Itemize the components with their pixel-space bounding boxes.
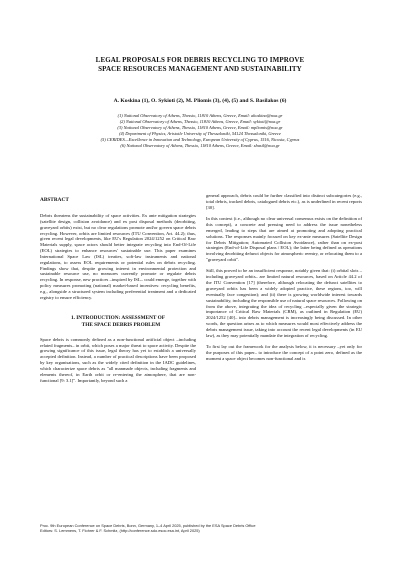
body-paragraph: general approach, debris could be further classified into distinct subcategories (e.g., total debris, tracked debris, catalogued debris etc.), as is underlined in recent reports [30]. (206, 193, 362, 210)
abstract-heading: ABSTRACT (40, 197, 69, 203)
section-heading (40, 315, 196, 329)
title-line: SPACE RESOURCES MANAGEMENT AND SUSTAINABILITY (98, 65, 302, 73)
body-paragraph: In this context (i.e., although no clear universal consensus exists on the definition of this concept), a concrete and pressing need to address the issue nonetheless emerged, leading to steps that are aimed at promoting and adopting practical solutions. The responses mainly focused on key ex-ante measures (Satellite Design for Debris Mitigation; Automated Collision Avoidance), rather than on ex-post strategies (End-of-Life Disposal plans / EOL); the latter being defined as operations involving deorbiting defunct objects for atmospheric reentry, or relocating them to a "graveyard orbit". (206, 216, 362, 263)
left-column (40, 197, 196, 388)
author-list: A. Koskina (1), O. Sykioti (2), M. Pliomis (3), (4), (5) and S. Basilakos (6) (113, 98, 287, 104)
section-heading-line: 1. INTRODUCTION: ASSESSMENT OF (70, 314, 166, 321)
affiliation: (1) National Observatory of Athens, Thessio, 11810 Athens, Greece, Email: akoskina@noa.gr (117, 113, 283, 118)
paper-title (40, 56, 360, 74)
body-paragraph: Still, this proved to be an insufficient response, notably given that: (i) orbital slots –including graveyard orbits– are limited natural resources, based on Article 44.2 of the ITU Convention [17] (therefore, although relocating the defunct satellites to graveyard orbits has been a widely adopted practice, these regions, too, will eventually face congestion); and (ii) there is growing worldwide interest towards sustainability, including the responsible use of natural space resources. Following on from the above, integrating the idea of recycling –especially given the strategic importance of Critical Raw Materials (CRM), as outlined in Regulation (EU) 2024/1252 [40]– into debris management is increasingly being discussed. In other words, the question arises as to which measures would most effectively address the debris management issue, taking into account the recent legal developments (in EU law), as they may potentially mandate the integration of recycling. (206, 268, 362, 338)
footer-line: Editors: S. Lemmens, T. Flohrer & F. Schmitz, (http://conference.sdo.esoc.esa.int, April 2025) (40, 528, 200, 534)
section-heading-line: THE SPACE DEBRIS PROBLEM (81, 321, 161, 328)
affiliation: (3) National Observatory of Athens, Thessio, 11810 Athens, Greece, Email: mpliomis@noa.gr (117, 124, 283, 130)
body-paragraph: To first lay out the framework for the analysis below, it is necessary –yet only for the purposes of this paper– to introduce the concept of a point zero, defined as the moment a space object becomes non-functional and is (206, 344, 362, 361)
affiliation: (2) National Observatory of Athens, Thessio, 11810 Athens, Greece, Email: sykioti@noa.gr (119, 118, 281, 124)
title-line: LEGAL PROPOSALS FOR DEBRIS RECYCLING TO IMPROVE (95, 56, 305, 64)
affiliation: (6) National Observatory of Athens, Thessio, 11810 Athens, Greece, Email: sbasil@noa.gr (120, 142, 280, 148)
section-body-text: Space debris is commonly defined as a non-functional artificial object –including related fragments– in orbit, which poses a major threat to space activity. Despite the growing significance of this issue, legal theory has yet to establish a universally accepted definition. Instead, a number of practical descriptions have been proposed by key organisations, such as the widely cited definition in the IADC guidelines, which characterize space debris as "all manmade objects, including fragments and elements thereof, in Earth orbit or re-entering the atmosphere, that are non-functional [9: 3.1]". Importantly, beyond such a (40, 336, 196, 383)
proceedings-footer (40, 523, 380, 534)
right-column (206, 193, 362, 367)
affiliation: (5) CERIDES—Excellence in Innovation and Technology, European University of Cyprus, 1516, Nicosia, Cyprus (100, 136, 300, 142)
footer-line: Proc. 9th European Conference on Space Debris, Bonn, Germany, 1–4 April 2025, published by the ESA Space Debris Office (40, 523, 256, 528)
affiliation-list (20, 113, 380, 148)
abstract-text: Debris threatens the sustainability of space activities. Ex ante mitigation strategies (satellite design, collision avoidance) and ex post disposal methods (deorbiting, graveyard orbits) exist, but no clear regulations promote and/or govern space debris recycling. However, orbits are limited resources (ITU Convention, Art. 44.2); thus, given recent legal developments, like EU's Regulation 2024/1252 on Critical Raw Materials supply, space actors should better integrate recycling into End-Of-Life (EOL) strategies to enhance resources' sustainable use. This paper examines International Space Law (ISL) treaties, soft-law instruments and national regulations, to assess EOL requirements or potential rules on debris recycling. Findings show that, despite growing interest in environmental protection and sustainable resource use, no measures currently promote or regulate debris recycling. In response, new practices –inspired by ISL– could emerge, together with policy measures promoting (national) market-based incentives: recycling benefits, e.g., alongside a structured system including preferential treatment and a dedicated registry to ensure efficiency. (40, 213, 196, 300)
affiliation: (4) Department of Physics, Aristotle University of Thessaloniki, 54124 Thessaloniki, Greece (119, 130, 281, 136)
